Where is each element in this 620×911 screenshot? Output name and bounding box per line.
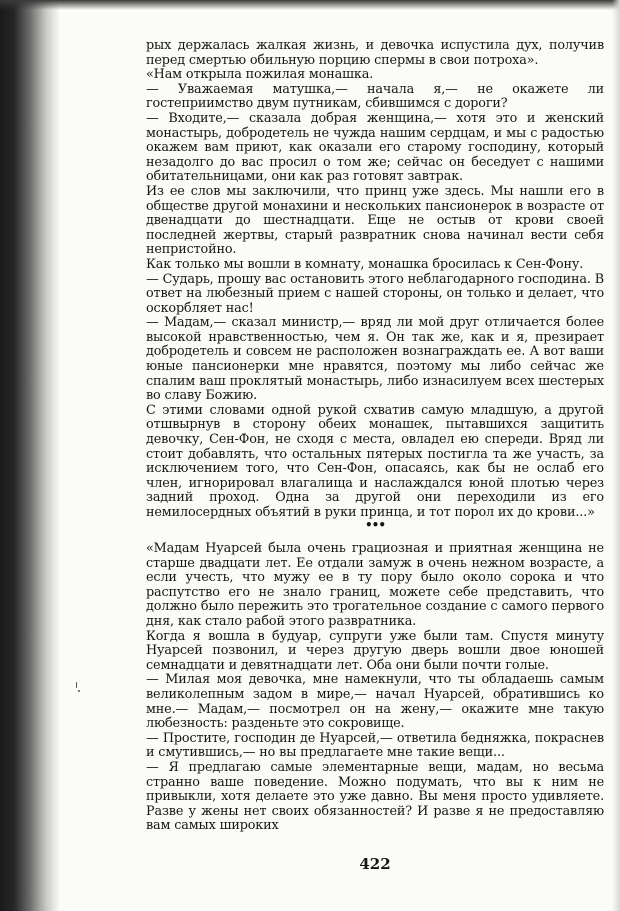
paragraph: «Нам открыла пожилая монашка. <box>146 67 374 83</box>
paragraph: — Простите, господин де Нуарсей,— ответила бедняжка, покраснев и смутившись,— но вы предлагаете мне такие вещи... <box>146 730 604 761</box>
paragraph: — Сударь, прошу вас остановить этого неблагодарного господина. В ответ на любезный прием с нашей стороны, он только и делает, что оскорбляет нас! <box>146 271 604 316</box>
paragraph: — Я предлагаю самые элементарные вещи, мадам, но весьма странно ваше поведение. Можно подумать, что вы к ним не привыкли, хотя делаете это уже давно. Вы меня просто удивляете. Разве у жены нет своих обязанностей? И разве я не предоставляю вам самых широких <box>146 759 604 834</box>
paragraph: Как только мы вошли в комнату, монашка бросилась к Сен-Фону. <box>146 256 584 272</box>
page-shadow-top <box>0 0 620 10</box>
page-shadow-right <box>612 0 620 911</box>
paragraph: С этими словами одной рукой схватив самую младшую, а другой отшвырнув в сторону обеих монашек, пытавшихся защитить девочку, Сен-Фон, не сходя с места, овладел ею спереди. Вряд ли стоит добавлять, что остальных пятерых постигла та же участь, за исключением того, что Сен-Фон, опасаясь, как бы не ослаб его член, игнорировал влагалища и наслаждался юной плотью через задний проход. Одна за другой они переходили из его немилосердных объятий в руки принца, и тот порол их до крови...» <box>146 402 604 520</box>
paragraph: Из ее слов мы заключили, что принц уже здесь. Мы нашли его в обществе другой монахини и нескольких пансионерок в возрасте от двенадцати до шестнадцати. Еще не остыв от крови своей последней жертвы, старый развратник снова начинал вести себя непристойно. <box>146 183 604 258</box>
paragraph: Когда я вошла в будуар, супруги уже были там. Спустя минуту Нуарсей позвонил, и через другую дверь вошли двое юношей семнадцати и девятнадцати лет. Оба они были почти голые. <box>146 628 604 673</box>
page-shadow-left <box>0 0 60 911</box>
page-number: 422 <box>359 855 391 873</box>
paragraph: рых держалась жалкая жизнь, и девочка испустила дух, получив перед смертью обильную порцию спермы в свои потроха». <box>146 38 604 68</box>
text-block-lower <box>146 542 604 834</box>
scan-speck <box>78 690 80 692</box>
text-block-upper <box>146 39 604 521</box>
section-separator: ••• <box>364 518 385 532</box>
paragraph: — Входите,— сказала добрая женщина,— хотя это и женский монастырь, добродетель не чужда нашим сердцам, и мы с радостью окажем вам приют, как оказали его старому господину, который незадолго до вас просил о том же; сейчас он беседует с нашими обитательницами, они как раз готовят завтрак. <box>146 110 604 185</box>
paragraph: — Уважаемая матушка,— начала я,— не окажете ли гостеприимство двум путникам, сбившимся с дороги? <box>146 81 604 112</box>
scan-speck <box>76 682 77 688</box>
paragraph: «Мадам Нуарсей была очень грациозная и приятная женщина не старше двадцати лет. Ее отдали замуж в очень нежном возрасте, а если учесть, что мужу ее в ту пору было около сорока и что распутство его не знало границ, можете себе представить, что должно было пережить это трогательное создание с самого первого дня, как стало рабой этого развратника. <box>146 541 604 629</box>
paragraph: — Милая моя девочка, мне намекнули, что ты обладаешь самым великолепным задом в мире,— начал Нуарсей, обратившись ко мне.— Мадам,— посмотрел он на жену,— окажите мне такую любезность: разденьте это сокровище. <box>146 672 604 732</box>
paragraph: — Мадам,— сказал министр,— вряд ли мой друг отличается более высокой нравственностью, чем я. Он так же, как и я, презирает добродетель и совсем не расположен вознаграждать ее. А вот ваши юные пансионерки мне нравятся, поэтому мы либо сейчас же спалим ваш проклятый монастырь, либо изнасилуем всех шестерых во славу Божию. <box>146 315 604 404</box>
